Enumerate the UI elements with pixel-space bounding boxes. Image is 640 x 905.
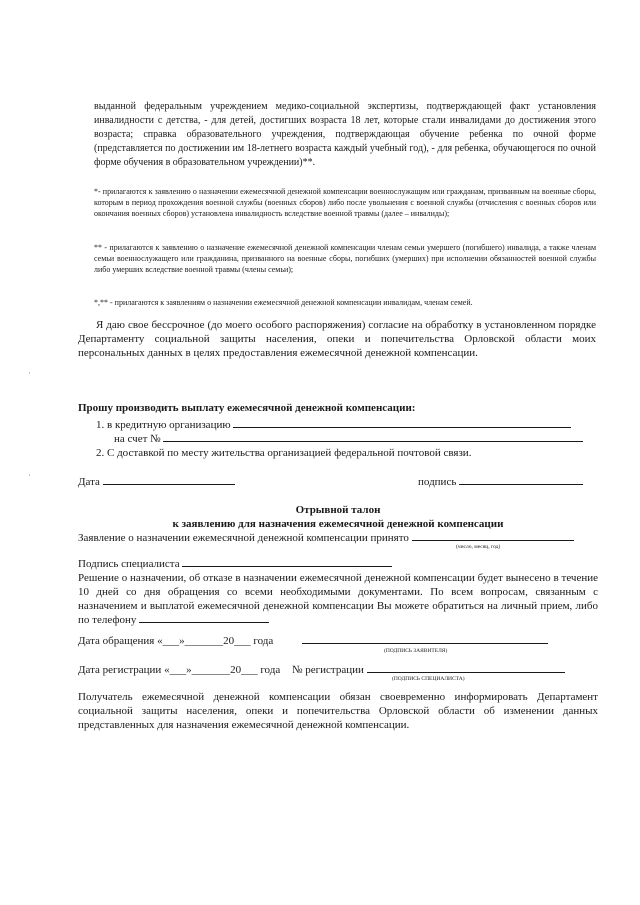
- appeal-date: Дата обращения «___»_______20___ года: [78, 635, 274, 647]
- coupon-title: Отрывной талон: [295, 504, 381, 516]
- margin-mark: ·: [28, 470, 31, 480]
- footnote-1: *- прилагаются к заявлению о назначении ежемесячной денежной компенсации военнослужащим или гражданам, призванным на военные сборы, которым в период прохождения военной службы (военных сборов) либо после увольнения с военной службы (отчисления с военных сборов или окончания военных сборов) установлена инвалидность вследствие военной травмы (далее – инвалиды);: [94, 187, 596, 218]
- decision-paragraph: [78, 571, 598, 627]
- margin-mark: ·: [28, 368, 31, 378]
- date-field[interactable]: [103, 475, 235, 485]
- accepted-label: Заявление о назначении ежемесячной денежной компенсации принято: [78, 532, 409, 544]
- footnote-2: ** - прилагаются к заявлению о назначение ежемесячной денежной компенсации членам семьи умершего (погибшего) инвалида, а также членам семьи военнослужащего или гражданина, призванного на военные сборы, погибших (умерших) при исполнении обязанностей военной службы либо умерших вследствие военной травмы (члены семьи);: [94, 243, 596, 274]
- footnote-3: *,** - прилагаются к заявлениям о назначении ежемесячной денежной компенсации инвалидам, членам семей.: [94, 298, 473, 307]
- phone-field[interactable]: [139, 613, 269, 623]
- final-paragraph: Получатель ежемесячной денежной компенсации обязан своевременно информировать Департамент социальной защиты населения, опеки и попечительства Орловской области об изменении данных представленных для назначения ежемесячной денежной компенсации.: [78, 691, 598, 731]
- credit-org-label: 1. в кредитную организацию: [96, 419, 231, 431]
- date-label: Дата: [78, 476, 100, 488]
- registration-date: Дата регистрации «___»_______20___ года: [78, 664, 281, 676]
- signature-label: подпись: [418, 476, 457, 488]
- applicant-caption: (ПОДПИСЬ ЗАЯВИТЕЛЯ): [384, 648, 448, 654]
- date-row: [78, 475, 278, 489]
- account-field[interactable]: [163, 432, 583, 442]
- account-label: на счет №: [114, 433, 161, 445]
- specialist-row: [78, 557, 478, 571]
- top-paragraph: выданной федеральным учреждением медико-социальной экспертизы, подтверждающей факт установления инвалидности с детства, - для детей, достигших возраста 18 лет, которые стали инвалидами до достижения этого возраста; справка образовательного учреждения, подтверждающая обучение ребенка по очной форме (представляется по достижении им 18-летнего возраста каждый учебный год), - для ребенка, обучающегося по очной форме обучения в образовательном учреждении)**.: [94, 101, 596, 168]
- credit-org-field[interactable]: [233, 418, 571, 428]
- registration-number-field[interactable]: [367, 663, 565, 673]
- specialist-signature-field[interactable]: [182, 557, 392, 567]
- registration-number-label: № регистрации: [292, 664, 364, 676]
- payment-option-post: 2. С доставкой по месту жительства организацией федеральной почтовой связи.: [96, 447, 472, 459]
- accepted-date-field[interactable]: [412, 531, 574, 541]
- signature-field[interactable]: [459, 475, 583, 485]
- applicant-signature-line[interactable]: [302, 643, 548, 644]
- accepted-caption: (число, месяц, год): [456, 544, 501, 550]
- consent-paragraph: Я даю свое бессрочное (до моего особого распоряжения) согласие на обработку в установленном порядке Департаменту социальной защиты населения, опеки и попечительства Орловской области моих персональных данных в целях предоставления ежемесячной денежной компенсации.: [78, 319, 596, 359]
- payment-account-row: [114, 432, 600, 446]
- signature-row: [418, 475, 598, 489]
- registration-number-row: [292, 663, 598, 677]
- specialist-caption: (ПОДПИСЬ СПЕЦИАЛИСТА): [392, 676, 465, 682]
- coupon-subtitle: к заявлению для назначения ежемесячной денежной компенсации: [172, 518, 504, 530]
- accepted-row: [78, 531, 598, 545]
- specialist-label: Подпись специалиста: [78, 558, 180, 570]
- payment-option-credit: [96, 418, 598, 432]
- payment-heading: Прошу производить выплату ежемесячной денежной компенсации:: [78, 402, 416, 414]
- decision-text: Решение о назначении, об отказе в назначении ежемесячной денежной компенсации будет вынесено в течение 10 дней со дня обращения со всеми необходимыми документами. По всем вопросам, связанным с назначением и выплатой ежемесячной денежной компенсации Вы можете обратиться на личный прием, либо по телефону: [78, 572, 598, 626]
